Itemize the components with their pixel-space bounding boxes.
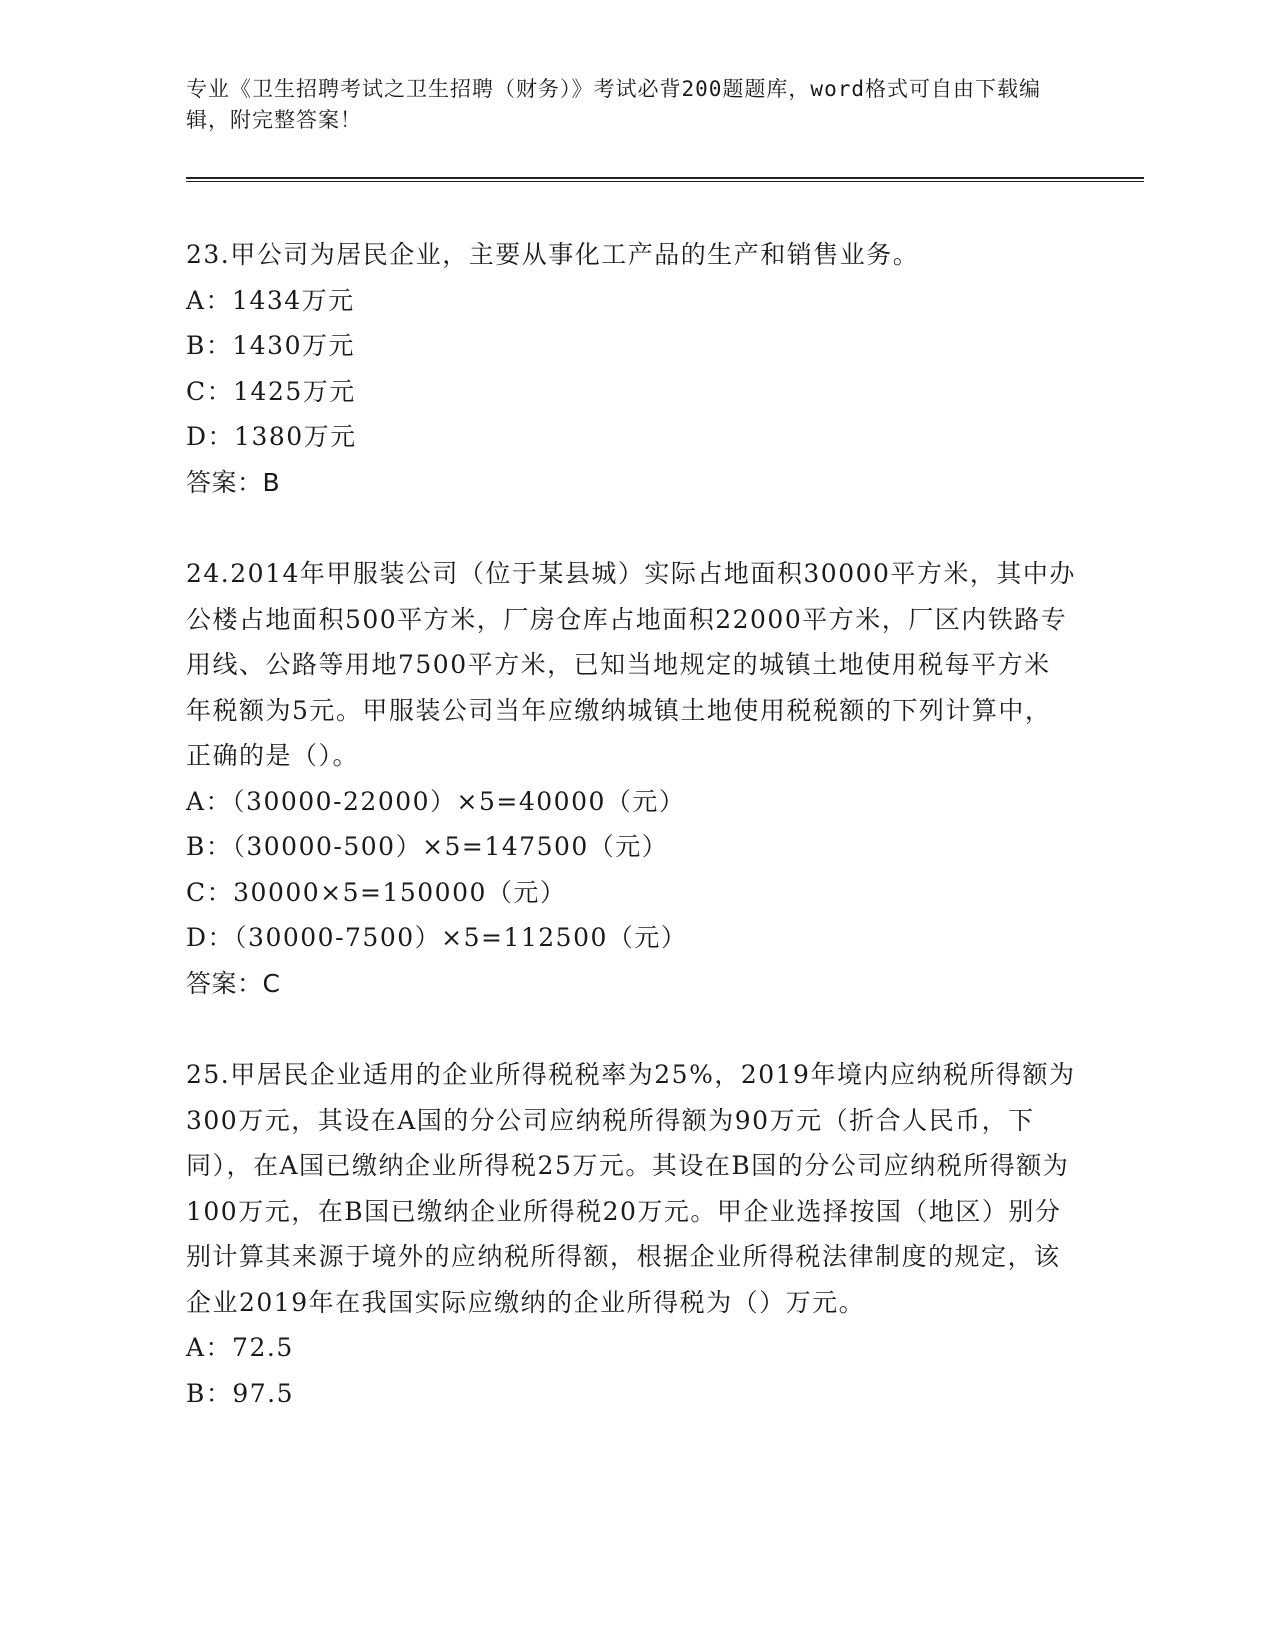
option-d: D：（30000-7500）×5=112500（元）: [186, 923, 688, 952]
question-text: 24.2014年甲服装公司（位于某县城）实际占地面积30000平方米，其中办公楼占地面积500平方米，厂房仓库占地面积22000平方米，厂区内铁路专用线、公路等用地7500平方米，已知当地规定的城镇土地使用税每平方米年税额为5元。甲服装公司当年应缴纳城镇土地使用税税额的下列计算中，正确的是（）。: [186, 559, 1076, 770]
option-d: D：1380万元: [186, 422, 357, 451]
option-b: B：1430万元: [186, 331, 355, 360]
answer-line: 答案：B: [186, 467, 281, 497]
option-b: B：（30000-500）×5=147500（元）: [186, 832, 669, 861]
option-a: A：72.5: [186, 1333, 294, 1362]
question-24: [186, 551, 1076, 1006]
question-text: 25.甲居民企业适用的企业所得税税率为25%，2019年境内应纳税所得额为300万元，其设在A国的分公司应纳税所得额为90万元（折合人民币，下同），在A国已缴纳企业所得税25万元。其设在B国的分公司应纳税所得额为100万元，在B国已缴纳企业所得税20万元。甲企业选择按国（地区）别分别计算其来源于境外的应纳税所得额，根据企业所得税法律制度的规定，该企业2019年在我国实际应缴纳的企业所得税为（）万元。: [186, 1060, 1076, 1317]
option-c: C：1425万元: [186, 376, 356, 406]
option-a: A：1434万元: [186, 285, 355, 315]
option-b: B：97.5: [186, 1378, 295, 1408]
option-c: C：30000×5=150000（元）: [186, 877, 567, 907]
question-25: [186, 1052, 1076, 1416]
option-a: A：（30000-22000）×5=40000（元）: [186, 786, 686, 816]
question-text: 23.甲公司为居民企业，主要从事化工产品的生产和销售业务。: [186, 240, 920, 269]
header-divider-thin: [186, 181, 1144, 182]
question-list: [186, 232, 1076, 1462]
document-header: [186, 74, 1066, 136]
question-23: [186, 232, 1076, 505]
header-intro-text: 专业《卫生招聘考试之卫生招聘（财务）》考试必背200题题库，word格式可自由下载编辑，附完整答案！: [186, 77, 1041, 132]
header-divider-thick: [186, 177, 1144, 179]
answer-line: 答案：C: [186, 968, 281, 998]
